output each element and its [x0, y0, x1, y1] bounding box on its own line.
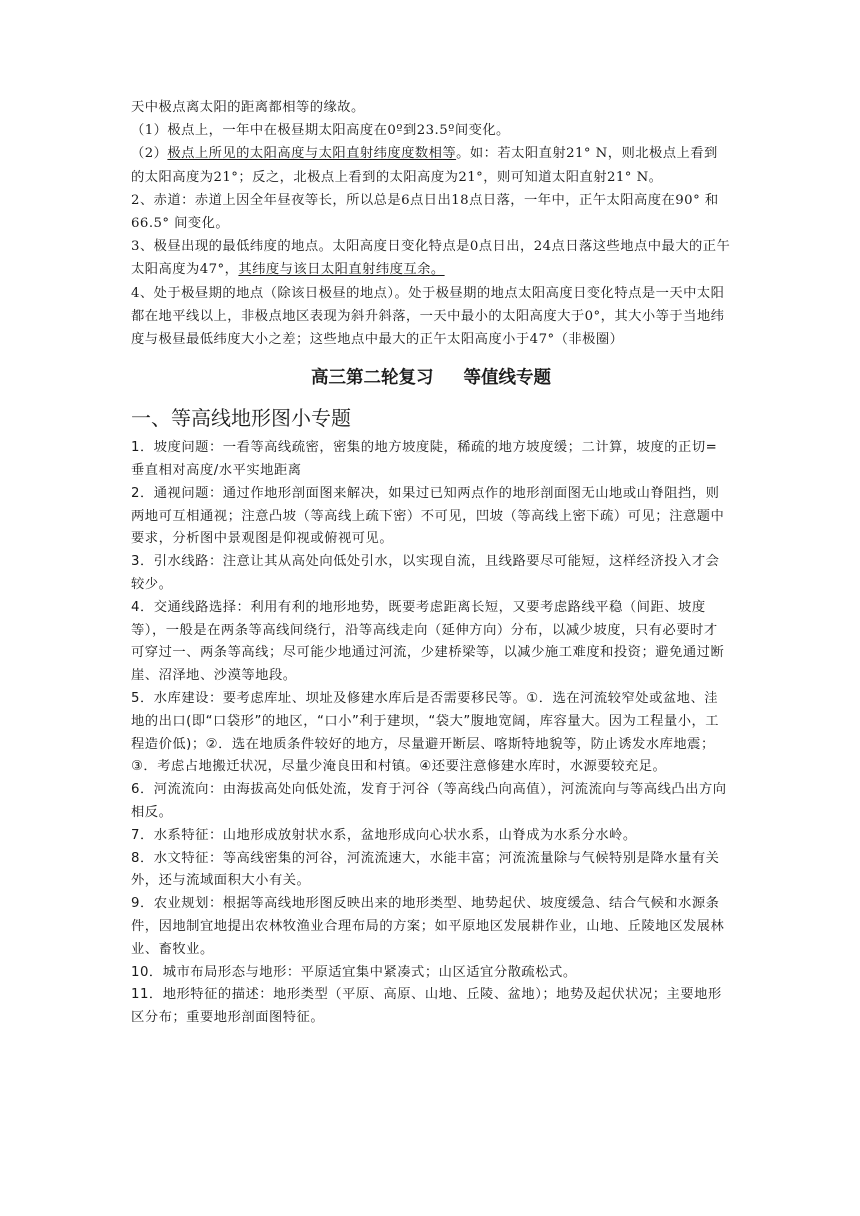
section-heading: 一、等高线地形图小专题	[131, 406, 351, 431]
intro-paragraph	[131, 235, 731, 281]
text-span: 。如：若太阳直射21° N，则北极点上看到的太阳高度为21°；反之，北极点上看到的太阳高度为21°，则可知道太阳直射21° N。	[131, 146, 718, 185]
list-item: 10．城市布局形态与地形：平原适宜集中紧凑式；山区适宜分散疏松式。	[131, 964, 577, 980]
intro-paragraph: 4、处于极昼期的地点（除该日极昼的地点）。处于极昼期的地点太阳高度日变化特点是一天中太阳都在地平线以上，非极点地区表现为斜升斜落，一天中最小的太阳高度大于0°，其大小等于当地纬度与极昼最低纬度大小之差；这些地点中最大的正午太阳高度小于47°（非极圈）	[131, 285, 725, 348]
underlined-text: 极点上所见的太阳高度与太阳直射纬度度数相等	[167, 146, 457, 162]
underlined-text: 其纬度与该日太阳直射纬度互余。	[238, 262, 445, 278]
text-span: （2）	[131, 146, 168, 162]
list-item: 9．农业规划：根据等高线地形图反映出来的地形类型、地势起伏、坡度缓急、结合气候和水源条件，因地制宜地提出农林牧渔业合理布局的方案；如平原地区发展耕作业，山地、丘陵地区发展林业、畜牧业。	[131, 896, 725, 957]
title-part: 高三第二轮复习	[311, 368, 434, 389]
intro-paragraph: 2、赤道：赤道上因全年昼夜等长，所以总是6点日出18点日落，一年中，正午太阳高度在90° 和66.5° 间变化。	[131, 192, 719, 232]
text-span: 3、极昼出现的最低纬度的地点。太阳高度日变化特点是0点日出，24点日落这些地点中最大的正午太阳高度为47°，	[131, 239, 731, 278]
list-item: 11．地形特征的描述：地形类型（平原、高原、山地、丘陵、盆地）；地势及起伏状况；主要地形区分布；重要地形剖面图特征。	[131, 987, 722, 1026]
list-item: 4．交通线路选择：利用有利的地形地势，既要考虑距离长短，又要考虑路线平稳（间距、坡度等），一般是在两条等高线间绕行，沿等高线走向（延伸方向）分布，以减少坡度，只有必要时才可穿过一、两条等高线；尽可能少地通过河流，少建桥梁等，以减少施工难度和投资；避免通过断崖、沼泽地、沙漠等地段。	[131, 599, 725, 684]
list-item: 8．水文特征：等高线密集的河谷，河流流速大，水能丰富；河流流量除与气候特别是降水量有关外，还与流域面积大小有关。	[131, 850, 720, 889]
list-item: 1．坡度问题：一看等高线疏密，密集的地方坡度陡，稀疏的地方坡度缓；二计算，坡度的正切=垂直相对高度/水平实地距离	[131, 440, 718, 479]
list-item: 2．通视问题：通过作地形剖面图来解决，如果过已知两点作的地形剖面图无山地或山脊阻挡，则两地可互相通视；注意凸坡（等高线上疏下密）不可见，凹坡（等高线上密下疏）可见；注意题中要求，分析图中景观图是仰视或俯视可见。	[131, 485, 725, 547]
topic-list	[131, 437, 731, 1030]
intro-section	[131, 96, 731, 351]
list-item: 6．河流流向：由海拔高处向低处流，发育于河谷（等高线凸向高值），河流流向与等高线凸出方向相反。	[131, 782, 727, 820]
list-item: 3．引水线路：注意让其从高处向低处引水，以实现自流，且线路要尽可能短，这样经济投入才会较少。	[131, 554, 720, 593]
list-item: 5．水库建设：要考虑库址、坝址及修建水库后是否需要移民等。①．选在河流较窄处或盆地、洼地的出口(即“口袋形”的地区，“口小”利于建坝，“袋大”腹地宽阔，库容量大。因为工程量小，工程造价低)；②．选在地质条件较好的地方，尽量避开断层、喀斯特地貌等，防止诱发水库地震；③．考虑占地搬迁状况，尽量少淹良田和村镇。④还要注意修建水库时，水源要较充足。	[131, 691, 720, 775]
intro-paragraph	[131, 142, 731, 188]
list-item: 7．水系特征：山地形成放射状水系，盆地形成向心状水系，山脊成为水系分水岭。	[131, 827, 637, 843]
intro-paragraph: 天中极点离太阳的距离都相等的缘故。	[131, 100, 365, 115]
title-part: 等值线专题	[463, 368, 551, 389]
document-title	[131, 363, 731, 393]
document-page	[131, 96, 731, 1030]
intro-paragraph: （1）极点上，一年中在极昼期太阳高度在0º到23.5º间变化。	[131, 123, 510, 139]
